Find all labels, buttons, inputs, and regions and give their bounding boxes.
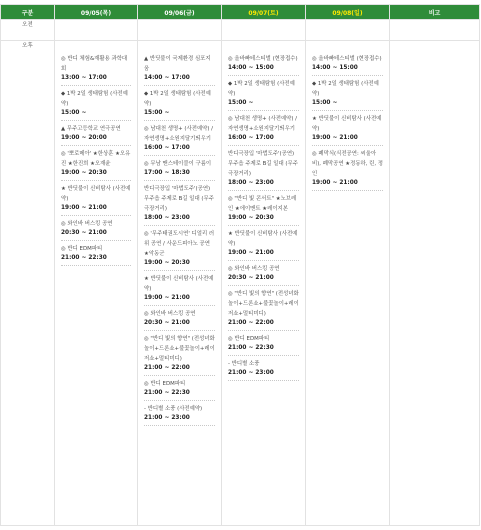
event-title: ◎ 무남 맨스테이블이 구름이: [144, 161, 212, 167]
event-title: ▲ 반딧불이 국제환경 심포지움: [144, 56, 211, 72]
afternoon-cell-sat: [222, 41, 306, 526]
event-item: [144, 403, 215, 426]
event-time: 19:00 ~ 21:00: [61, 205, 107, 211]
event-title: ★ 반딧불이 신비탐사 (사전예약): [312, 116, 382, 132]
event-time: 21:00 ~ 23:00: [144, 415, 190, 421]
event-title: ◎ 반디 EDM파티: [228, 336, 270, 342]
event-item: [228, 78, 299, 111]
event-title: ◎ "반디 빛의 향연" (전성녀화놀이+드론쇼+불꽃놀이+레이저쇼+멀티미디): [144, 336, 215, 362]
event-item: [144, 183, 215, 226]
event-time: 15:00 ~: [312, 100, 338, 106]
event-item: [144, 273, 215, 306]
event-item: [228, 358, 299, 381]
event-title: ★ 반딧불이 신비탐사 (사전예약): [61, 186, 131, 202]
event-item: [144, 228, 215, 271]
event-time: 19:00 ~ 20:30: [228, 215, 274, 221]
event-time: 16:00 ~ 17:00: [144, 145, 190, 151]
event-time: 13:00 ~ 17:00: [61, 75, 107, 81]
event-item: [61, 53, 131, 86]
event-item: [61, 88, 131, 121]
event-title: ◎ 올바빠테스티벌 (현장접수): [312, 56, 382, 62]
header-date-sat: 09/07(토): [222, 5, 306, 20]
event-time: 19:00 ~ 20:00: [61, 135, 107, 141]
event-title: ◎ 반디 체험&재활용 과학대회: [61, 56, 128, 72]
event-title: ◎ "반디 빛 콘서트" ★노브레인 ★에이맨트 ★레이지본: [228, 196, 297, 212]
header-date-thu: 09/05(목): [55, 5, 138, 20]
event-item: [312, 148, 383, 191]
schedule-table: [0, 4, 480, 526]
event-title: ▲ 무주고등학교 연극공연: [61, 126, 121, 132]
event-time: 14:00 ~ 17:00: [144, 75, 190, 81]
event-title: ◆ 1박 2일 생태탐험 (사전예약): [144, 91, 211, 107]
event-time: 19:00 ~ 21:00: [144, 295, 190, 301]
event-item: [61, 243, 131, 266]
event-title: ◆ 1박 2일 생태탐험 (사전예약): [228, 81, 295, 97]
event-time: 19:00 ~ 20:30: [61, 170, 107, 176]
event-title: - 반디별 소풍: [228, 361, 260, 367]
morning-row: [1, 20, 480, 41]
event-time: 17:00 ~ 18:30: [144, 170, 190, 176]
event-title: ★ 반딧불이 신비탐사 (사전예약): [144, 276, 214, 292]
event-title: ◎ 남대천 생명+ (사전예약) / 자연생명+소원지달기띄우기: [228, 116, 297, 132]
event-item: [228, 333, 299, 356]
event-item: [144, 378, 215, 401]
event-item: [144, 158, 215, 181]
event-time: 19:00 ~ 21:00: [228, 250, 274, 256]
event-title: ◎ 올바빠테스티벌 (현장접수): [228, 56, 298, 62]
header-category: 구분: [1, 5, 55, 20]
afternoon-row: [1, 41, 480, 526]
morning-cell-notes: [390, 20, 480, 41]
event-time: 20:30 ~ 21:00: [61, 230, 107, 236]
event-time: 20:30 ~ 21:00: [144, 320, 190, 326]
event-title: ◎ "반디 빛의 향연" (전성녀화놀이+드론쇼+불꽃놀이+레이저쇼+멀티미디): [228, 291, 299, 317]
event-time: 20:30 ~ 21:00: [228, 275, 274, 281]
event-item: [144, 53, 215, 86]
event-item: [228, 148, 299, 191]
event-item: [228, 228, 299, 261]
event-title: ◎ 반디 EDM파티: [144, 381, 186, 387]
event-time: 21:00 ~ 22:00: [228, 320, 274, 326]
morning-cell-thu: [55, 20, 138, 41]
event-time: 16:00 ~ 17:00: [228, 135, 274, 141]
event-item: [228, 288, 299, 331]
header-date-sun: 09/08(일): [306, 5, 390, 20]
header-date-fri: 09/06(금): [138, 5, 222, 20]
event-title: ◎ '뽀로메아' ★한상훈 ★오유진 ★한진희 ★오재윤: [61, 151, 131, 167]
event-title: ◎ 폐막식(식전공연: 씨울아비), 폐막공연 ★정동하, 린, 정인: [312, 151, 384, 177]
event-time: 15:00 ~: [228, 100, 254, 106]
event-title: ◆ 1박 2일 생태탐험 (사전예약): [61, 91, 128, 107]
event-item: [144, 333, 215, 376]
event-item: [61, 218, 131, 241]
event-time: 18:00 ~ 23:00: [228, 180, 274, 186]
event-time: 19:00 ~ 21:00: [312, 180, 358, 186]
event-title: - 반디별 소풍 (사전예약): [144, 406, 203, 412]
event-item: [228, 53, 299, 76]
event-time: 14:00 ~ 15:00: [312, 65, 358, 71]
event-time: 21:00 ~ 22:30: [61, 255, 107, 261]
event-time: 15:00 ~: [61, 110, 87, 116]
morning-cell-sun: [306, 20, 390, 41]
event-time: 21:00 ~ 22:30: [228, 345, 274, 351]
event-title: ◎ 와인바 버스킹 공연: [144, 311, 196, 317]
event-title: ★ 반딧불이 신비탐사 (사전예약): [228, 231, 298, 247]
event-item: [228, 263, 299, 286]
afternoon-cell-thu: [55, 41, 138, 526]
afternoon-cell-fri: [138, 41, 222, 526]
event-item: [61, 123, 131, 146]
morning-cell-sat: [222, 20, 306, 41]
afternoon-label: 오후: [1, 41, 55, 526]
header-notes: 비고: [390, 5, 480, 20]
header-row: [1, 5, 480, 20]
event-time: 19:00 ~ 20:30: [144, 260, 190, 266]
event-item: [312, 78, 383, 111]
event-title: ◎ '무주태권도시연' 디얼리 러위 공연 / 사운드피아노 공연 ★악동군: [144, 231, 215, 257]
event-time: 18:00 ~ 23:00: [144, 215, 190, 221]
afternoon-cell-notes: [390, 41, 480, 526]
morning-label: 오전: [1, 20, 55, 41]
event-title: 반디극장입 '마법도주'(공연) 무주읍 주제로 B길 일대 (무주극장거리): [144, 186, 214, 212]
event-item: [144, 123, 215, 156]
event-title: ◆ 1박 2일 생태탐험 (사전예약): [312, 81, 379, 97]
event-item: [144, 88, 215, 121]
event-title: ◎ 반디 EDM파티: [61, 246, 103, 252]
event-time: 15:00 ~: [144, 110, 170, 116]
event-item: [61, 148, 131, 181]
event-title: ◎ 와인바 버스킹 공연: [228, 266, 280, 272]
event-title: ◎ 와인바 버스킹 공연: [61, 221, 113, 227]
event-time: 21:00 ~ 22:00: [144, 365, 190, 371]
event-item: [228, 113, 299, 146]
morning-cell-fri: [138, 20, 222, 41]
event-time: 19:00 ~ 21:00: [312, 135, 358, 141]
event-item: [228, 193, 299, 226]
event-time: 21:00 ~ 22:30: [144, 390, 190, 396]
event-item: [312, 53, 383, 76]
event-item: [144, 308, 215, 331]
event-title: 반디극장입 '마법도주'(공연) 무주읍 주제로 B길 일대 (무주극장거리): [228, 151, 298, 177]
event-time: 21:00 ~ 23:00: [228, 370, 274, 376]
event-title: ◎ 남대천 생명+ (사전예약) / 자연생명+소원지달기띄우기: [144, 126, 213, 142]
event-item: [312, 113, 383, 146]
afternoon-cell-sun: [306, 41, 390, 526]
event-time: 14:00 ~ 15:00: [228, 65, 274, 71]
event-item: [61, 183, 131, 216]
